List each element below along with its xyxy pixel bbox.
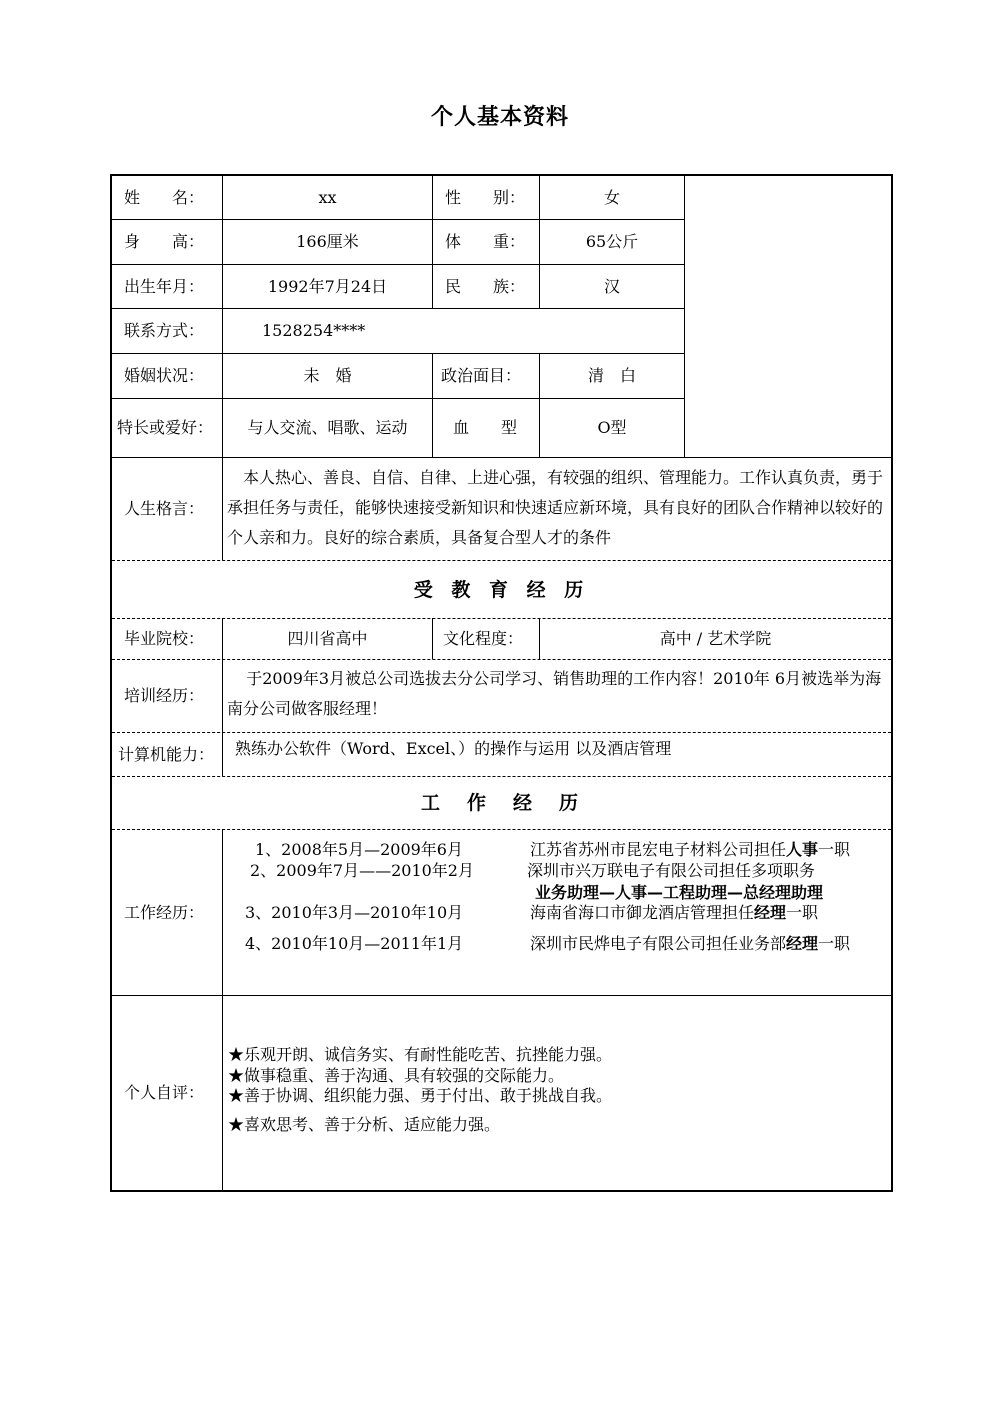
political-value: 清 白 [587, 366, 636, 386]
self-eval-line: ★喜欢思考、善于分析、适应能力强。 [228, 1115, 501, 1134]
work-item-desc: 海南省海口市御龙酒店管理担任经理一职 [530, 903, 819, 922]
work-item-roles: 业务助理—人事—工程助理—总经理助理 [535, 883, 824, 902]
level-label: 文化程度： [443, 629, 524, 649]
height-value: 166厘米 [296, 232, 359, 252]
education-header: 受 教 育 经 历 [413, 579, 590, 601]
computer-text: 熟练办公软件（Word、Excel、）的操作与运用 以及酒店管理 [235, 739, 672, 759]
marital-value: 未 婚 [303, 366, 352, 386]
row-divider [112, 776, 891, 777]
row-divider [112, 829, 891, 830]
self-eval-line: ★善于协调、组织能力强、勇于付出、敢于挑战自我。 [228, 1086, 613, 1105]
gender-value: 女 [603, 187, 620, 207]
page-title: 个人基本资料 [430, 104, 569, 130]
level-value: 高中 / 艺术学院 [659, 629, 772, 649]
work-item-desc: 深圳市民烨电子有限公司担任业务部经理一职 [530, 934, 851, 953]
photo-divider [684, 176, 685, 458]
contact-value: 1528254**** [262, 321, 366, 341]
work-item-period: 1、2008年5月—2009年6月 [255, 840, 463, 859]
contact-label: 联系方式： [124, 321, 205, 341]
ethnicity-value: 汉 [603, 276, 620, 296]
weight-value: 65公斤 [585, 232, 639, 252]
name-value: xx [318, 187, 337, 207]
self-eval-label: 个人自评： [124, 1083, 205, 1103]
computer-label: 计算机能力： [118, 744, 215, 764]
ethnicity-label: 民 族： [445, 276, 526, 296]
height-label: 身 高： [124, 232, 205, 252]
work-label: 工作经历： [124, 902, 205, 922]
school-value: 四川省高中 [287, 629, 368, 649]
row-divider [112, 560, 891, 561]
training-text: 于2009年3月被总公司选拔去分公司学习、销售助理的工作内容！2010年 6月被选举为海南分公司做客服经理！ [227, 669, 882, 718]
work-item-desc: 江苏省苏州市昆宏电子材料公司担任人事一职 [530, 840, 851, 859]
hobby-value: 与人交流、唱歌、运动 [247, 418, 408, 438]
school-label: 毕业院校： [124, 629, 205, 649]
row-divider [112, 995, 891, 996]
gender-label: 性 别： [445, 187, 526, 207]
blood-value: O型 [597, 418, 627, 438]
name-label: 姓 名： [124, 187, 205, 207]
row-divider [112, 457, 891, 458]
work-item-period: 2、2009年7月——2010年2月 [250, 861, 474, 880]
work-item-period: 3、2010年3月—2010年10月 [245, 903, 464, 922]
training-label: 培训经历： [124, 686, 205, 706]
motto-text: 本人热心、善良、自信、自律、上进心强，有较强的组织、管理能力。工作认真负责，勇于承担任务与责任，能够快速接受新知识和快速适应新环境，具有良好的团队合作精神以较好的个人亲和力。良好的综合素质，具备复合型人才的条件 [227, 468, 884, 547]
self-eval-line: ★做事稳重、善于沟通、具有较强的交际能力。 [228, 1066, 565, 1085]
weight-label: 体 重： [445, 232, 526, 252]
col-divider [222, 458, 223, 560]
row-divider [112, 659, 891, 660]
blood-label: 血 型 [453, 418, 518, 438]
work-header: 工 作 经 历 [420, 792, 582, 814]
col-divider [222, 829, 223, 1190]
birth-label: 出生年月： [124, 276, 205, 296]
birth-value: 1992年7月24日 [267, 276, 388, 296]
political-label: 政治面目： [441, 366, 522, 386]
motto-label: 人生格言： [124, 499, 205, 519]
work-item-desc: 深圳市兴万联电子有限公司担任多项职务 [527, 861, 816, 880]
hobby-label: 特长或爱好： [117, 418, 214, 438]
work-item-period: 4、2010年10月—2011年1月 [245, 934, 464, 953]
marital-label: 婚姻状况： [124, 366, 205, 386]
self-eval-line: ★乐观开朗、诚信务实、有耐性能吃苦、抗挫能力强。 [228, 1045, 613, 1064]
